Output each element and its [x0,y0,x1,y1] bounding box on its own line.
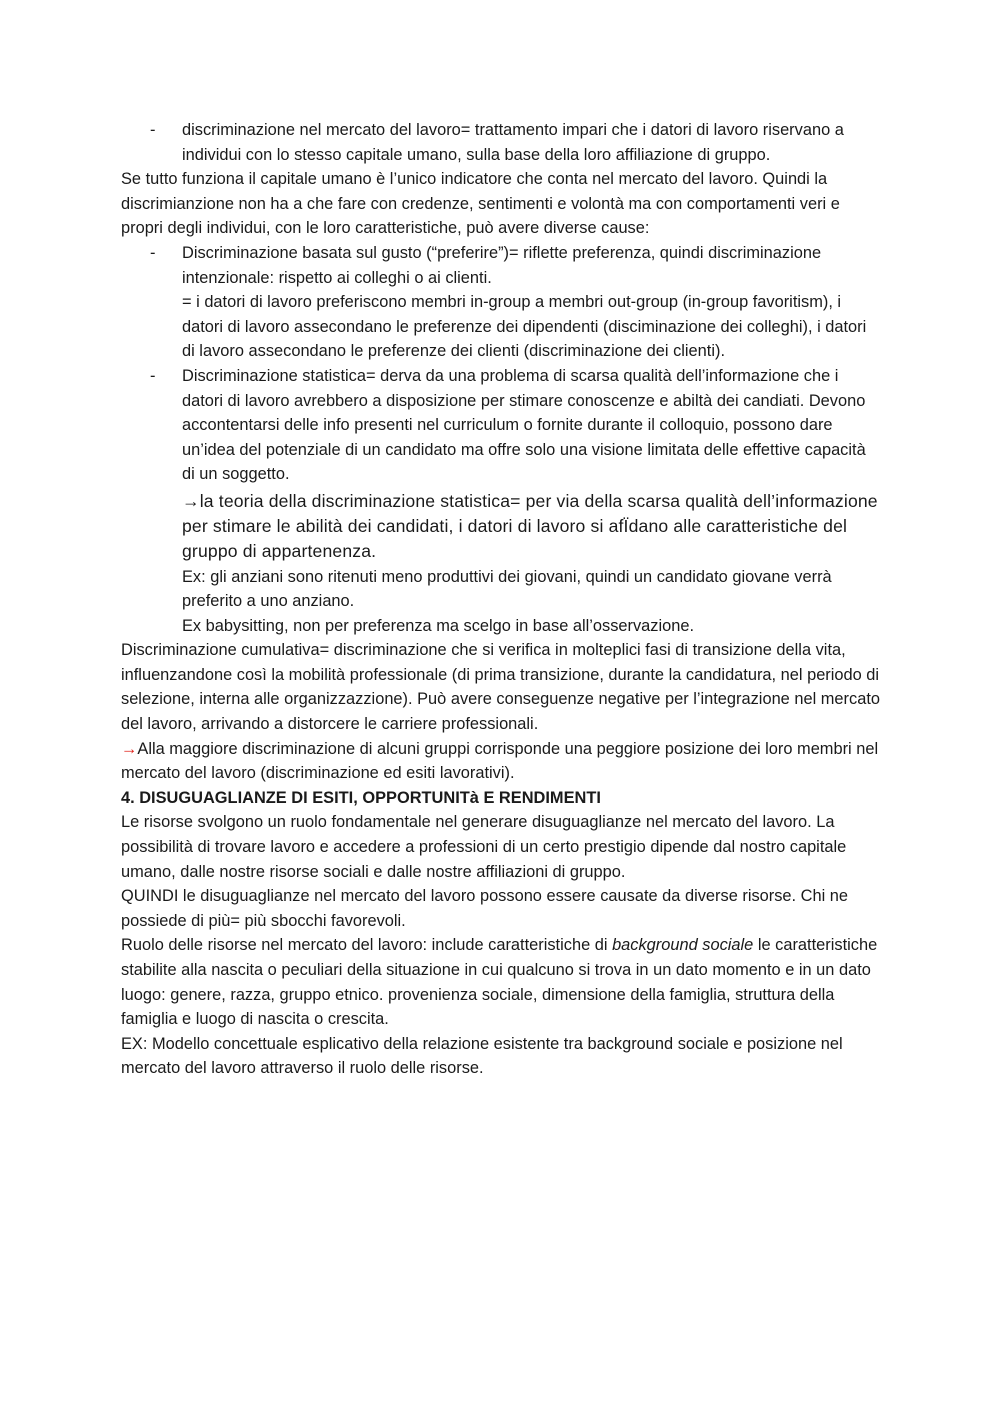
bullet-text: discriminazione nel mercato del lavoro= trattamento impari che i datori di lavoro riservano a individui con lo stesso capitale umano, sulla base della loro affiliazione di gruppo. [182,121,844,164]
page-content [121,118,881,1081]
italic-term: background sociale [612,936,754,955]
paragraph-text: Ruolo delle risorse nel mercato del lavoro: include caratteristiche di [121,936,613,955]
bullet-item-discriminazione-mercato [121,118,881,167]
paragraph-text: le caratteristiche stabilite alla nascita o peculiari della situazione in cui qualcuno si trova in un dato momento e in un dato luogo: genere, razza, gruppo etnico. provenienza sociale, dimensione della famiglia, struttura della famiglia e luogo di nascita o crescita. [121,936,878,1029]
bullet-dash: - [150,243,156,262]
paragraph-quindi: QUINDI le disuguaglianze nel mercato del lavoro possono essere causate da diverse risorse. Chi ne possiede di più= più sbocchi favorevoli. [121,887,849,930]
paragraph-example-modello: EX: Modello concettuale esplicativo della relazione esistente tra background sociale e posizione nel mercato del lavoro attraverso il ruolo delle risorse. [121,1034,843,1078]
red-arrow-icon: → [121,739,138,758]
theory-statistical-discrimination: →la teoria della discriminazione statistica= per via della scarsa qualità dell’informazione per stimare le abilità dei candidati, i datori di lavoro si afÏdano alle caratteristiche del gruppo di appartenenza. [182,490,878,562]
example-babysitting: Ex babysitting, non per preferenza ma scelgo in base all’osservazione. [182,616,695,635]
example-anziani: Ex: gli anziani sono ritenuti meno produttivi dei giovani, quindi un candidato giovane verrà preferito a uno anziano. [182,567,832,611]
bullet-text: Discriminazione basata sul gusto (“preferire”)= riflette preferenza, quindi discriminazione intenzionale: rispetto ai colleghi o ai clienti. [182,243,822,287]
bullet-item-discriminazione-gusto [121,241,881,290]
bullet-text: Discriminazione statistica= derva da una problema di scarsa qualità dell’informazione che i datori di lavoro avrebbero a disposizione per stimare conoscenze e abiltà dei candiati. Devono accontentarsi delle info presenti nel curriculum o fornite durante il colloquio, possono dare un’idea del potenziale di un candidato ma offre solo una visione limitata delle effettive capacità di un soggetto. [182,366,866,484]
bullet-dash: - [150,121,156,139]
bullet-subtext-gusto: = i datori di lavoro preferiscono membri in-group a membri out-group (in-group favoritism), i datori di lavoro assecondano le preferenze dei dipendenti (disciminazione dei colleghi), i datori di lavoro assecondano le preferenze dei clienti (discriminazione dei clienti). [182,293,867,361]
paragraph-text: Alla maggiore discriminazione di alcuni gruppi corrisponde una peggiore posizione dei loro membri nel mercato del lavoro (discriminazione ed esiti lavorativi). [121,739,879,783]
paragraph-discriminazione-cumulativa: Discriminazione cumulativa= discriminazione che si verifica in molteplici fasi di transizione della vita, influenzandone così la mobilità professionale (di prima transizione, durante la candidatura, nel periodo di selezione, interna alle organizzazzione). Può avere conseguenze negative per l’integrazione nel mercato del lavoro, arrivando a distorcere le carriere professionali. [121,641,880,734]
section-heading: 4. DISUGUAGLIANZE DI ESITI, OPPORTUNITà E RENDIMENTI [121,788,601,807]
paragraph-risorse: Le risorse svolgono un ruolo fondamentale nel generare disuguaglianze nel mercato del lavoro. La possibilità di trovare lavoro e accedere a professioni di un certo prestigio dipende dal nostro capitale umano, dalle nostre risorse sociali e dalle nostre affiliazioni di gruppo. [121,813,847,881]
paragraph-ruolo-risorse [121,933,881,1031]
paragraph-conseguenze [121,737,881,786]
bullet-item-discriminazione-statistica [121,364,881,487]
paragraph-capitale-umano: Se tutto funziona il capitale umano è l’unico indicatore che conta nel mercato del lavoro. Quindi la discrimianzione non ha a che fare con credenze, sentimenti e volontà ma con comportamenti veri e propri degli individui, con le loro caratteristiche, può avere diverse cause: [121,170,840,238]
bullet-dash: - [150,366,156,385]
